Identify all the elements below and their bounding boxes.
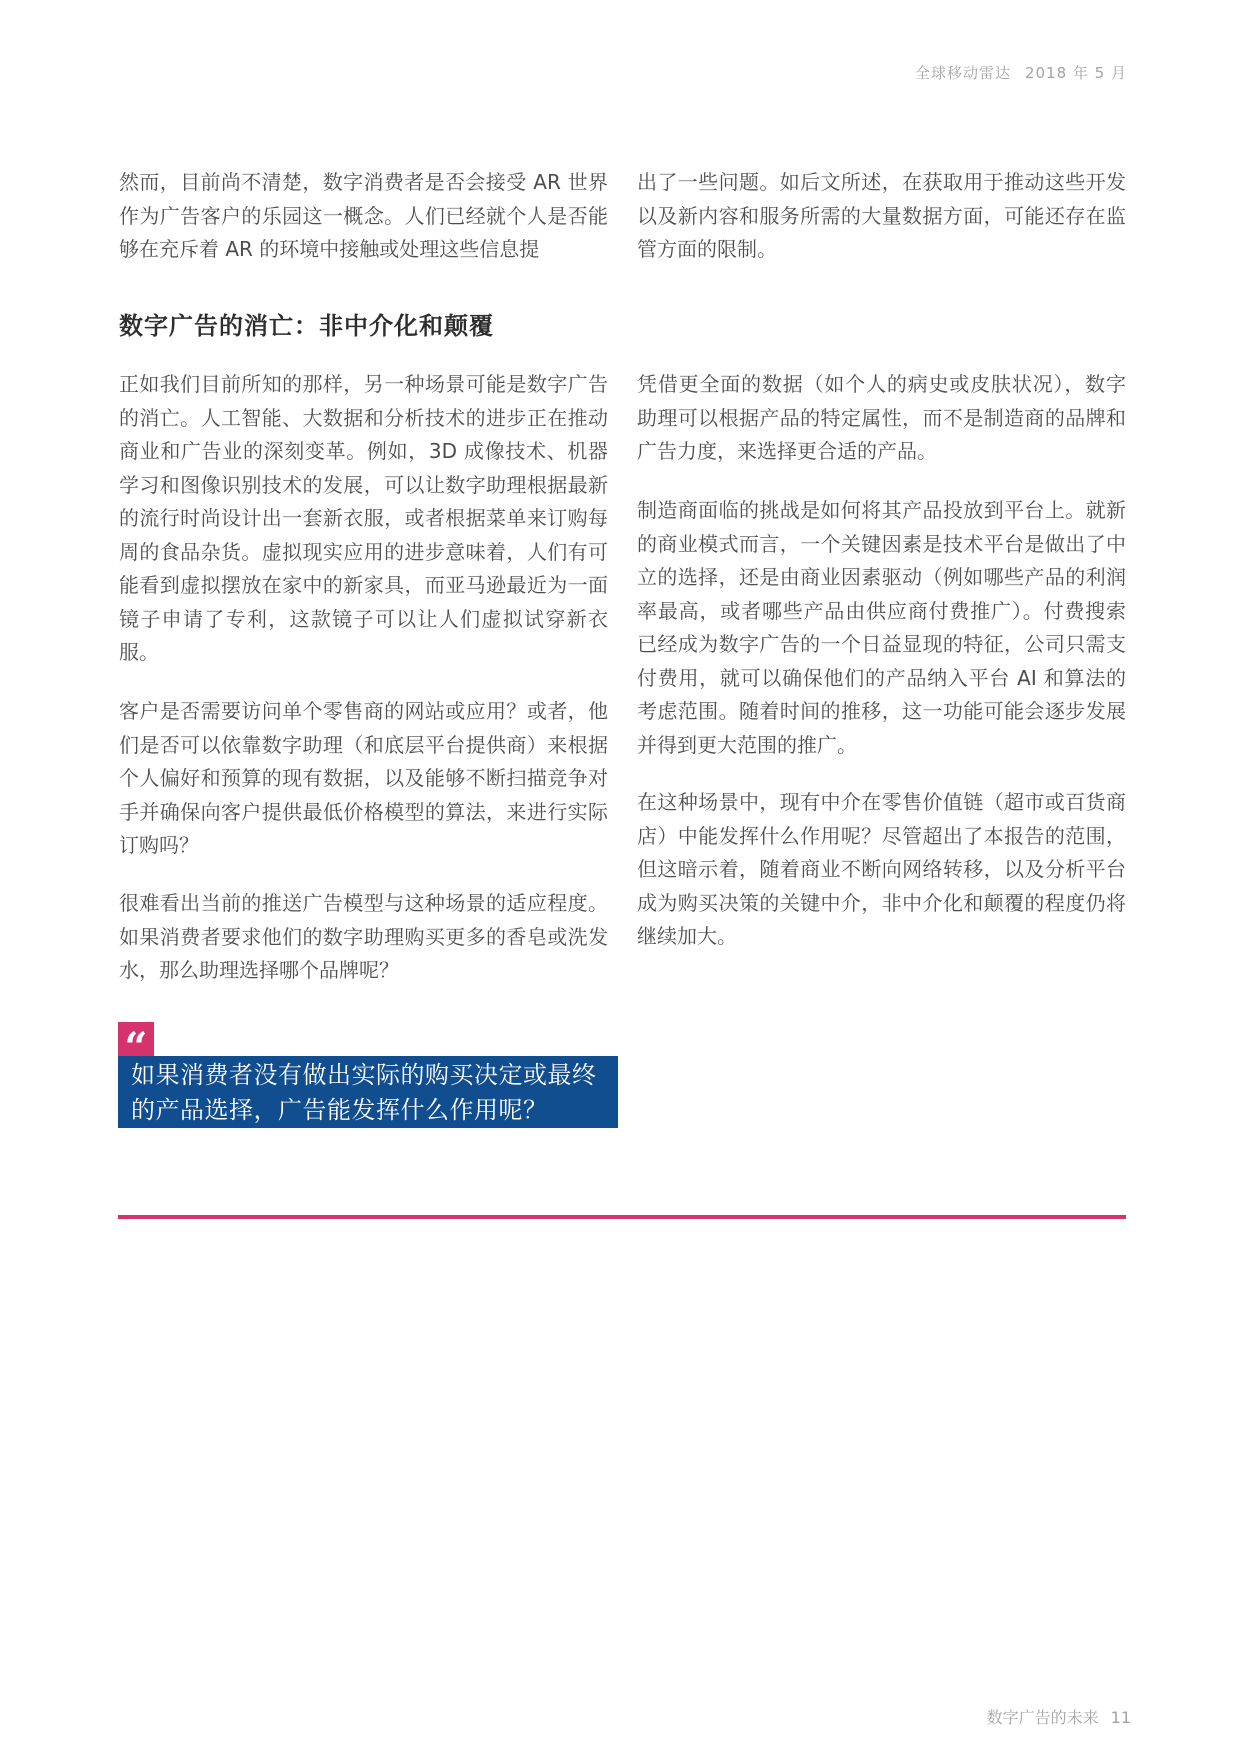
pull-quote-line-1: 如果消费者没有做出实际的购买决定或最终: [131, 1061, 597, 1089]
left-paragraph-3: 很难看出当前的推送广告模型与这种场景的适应程度。如果消费者要求他们的数字助理购买更多的香皂或洗发水，那么助理选择哪个品牌呢？: [119, 891, 608, 982]
publication-name: 全球移动雷达: [914, 64, 1011, 82]
intro-paragraph-right: 出了一些问题。如后文所述，在获取用于推动这些开发以及新内容和服务所需的大量数据方面，可能还存在监管方面的限制。: [637, 170, 1126, 261]
section-divider: [118, 1215, 1126, 1219]
right-paragraph-3: 在这种场景中，现有中介在零售价值链（超市或百货商店）中能发挥什么作用呢？尽管超出了本报告的范围，但这暗示着，随着商业不断向网络转移，以及分析平台成为购买决策的关键中介，非中介化和颠覆的程度仍将继续加大。: [637, 790, 1126, 948]
intro-paragraph-left: 然而，目前尚不清楚，数字消费者是否会接受 AR 世界作为广告客户的乐园这一概念。人们已经就个人是否能够在充斥着 AR 的环境中接触或处理这些信息提: [119, 170, 608, 261]
footer-title: 数字广告的未来: [986, 1708, 1099, 1727]
right-paragraph-1: 凭借更全面的数据（如个人的病史或皮肤状况），数字助理可以根据产品的特定属性，而不是制造商的品牌和广告力度，来选择更合适的产品。: [637, 372, 1126, 463]
pull-quote: [118, 1056, 618, 1128]
page-number: 11: [1110, 1708, 1131, 1727]
left-paragraph-1: 正如我们目前所知的那样，另一种场景可能是数字广告的消亡。人工智能、大数据和分析技术的进步正在推动商业和广告业的深刻变革。例如，3D 成像技术、机器学习和图像识别技术的发展，可以让数字助理根据最新的流行时尚设计出一套新衣服，或者根据菜单来订购每周的食品杂货。虚拟现实应用的进步意味着，人们有可能看到虚拟摆放在家中的新家具，而亚马逊最近为一面镜子申请了专利，这款镜子可以让人们虚拟试穿新衣服。: [119, 372, 608, 664]
publication-date: 2018 年 5 月: [1024, 64, 1127, 82]
section-heading: 数字广告的消亡：非中介化和颠覆: [119, 312, 494, 340]
page-footer: [987, 1705, 1131, 1728]
page-header: [915, 62, 1127, 83]
pull-quote-line-2: 的产品选择，广告能发挥什么作用呢？: [131, 1096, 548, 1124]
right-paragraph-2: 制造商面临的挑战是如何将其产品投放到平台上。就新的商业模式而言，一个关键因素是技术平台是做出了中立的选择，还是由商业因素驱动（例如哪些产品的利润率最高，或者哪些产品由供应商付费推广）。付费搜索已经成为数字广告的一个日益显现的特征，公司只需支付费用，就可以确保他们的产品纳入平台 AI 和算法的考虑范围。随着时间的推移，这一功能可能会逐步发展并得到更大范围的推广。: [637, 498, 1126, 757]
quote-mark-icon: “: [118, 1022, 154, 1056]
left-paragraph-2: 客户是否需要访问单个零售商的网站或应用？或者，他们是否可以依靠数字助理（和底层平台提供商）来根据个人偏好和预算的现有数据，以及能够不断扫描竞争对手并确保向客户提供最低价格模型的算法，来进行实际订购吗？: [119, 699, 608, 857]
